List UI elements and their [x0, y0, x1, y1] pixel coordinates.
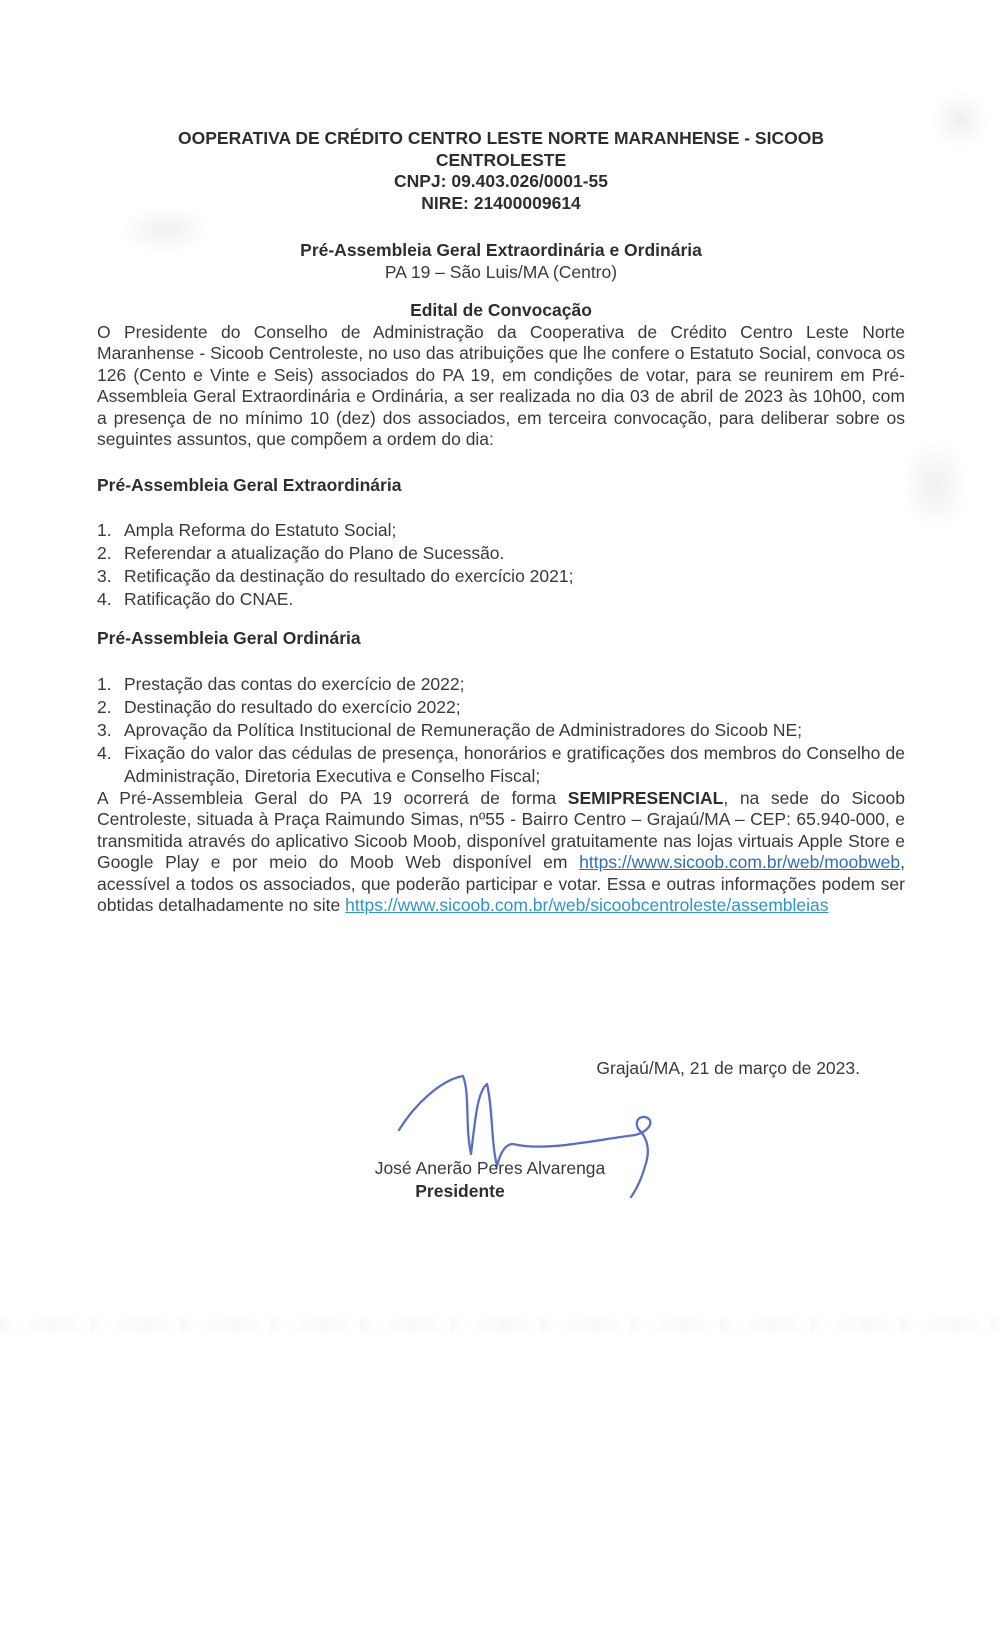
item-text: Prestação das contas do exercício de 2022; — [124, 673, 465, 694]
item-text: Ampla Reforma do Estatuto Social; — [124, 520, 397, 540]
item-number: 3. — [97, 566, 112, 586]
closing-paragraph — [97, 788, 905, 917]
org-name-line1: OOPERATIVA DE CRÉDITO CENTRO LESTE NORTE MARANHENSE - SICOOB — [178, 128, 824, 148]
section-heading-extraordinaria: Pré-Assembleia Geral Extraordinária — [97, 474, 402, 495]
org-cnpj: CNPJ: 09.403.026/0001-55 — [393, 171, 609, 191]
semipresencial-emphasis: SEMIPRESENCIAL — [567, 787, 724, 808]
closing-text-2: , na sede do Sicoob Centroleste, situada à Praça Raimundo Simas, nº55 - Bairro Centro – Grajaú/MA – CEP: 65.940-000, e transmitida através do aplicativo Sicoob Moob, disponível gratuitamente nas lojas virtuais Apple Store e Google Play e por meio do Moob Web disponível em — [97, 787, 905, 872]
org-header — [97, 128, 905, 214]
meeting-title: Pré-Assembleia Geral Extraordinária e Ordinária — [300, 240, 702, 260]
date-line: Grajaú/MA, 21 de março de 2023. — [596, 1058, 860, 1078]
list-item — [97, 719, 905, 742]
scan-noise — [900, 440, 970, 530]
org-name-line2: CENTROLESTE — [435, 149, 567, 170]
list-item — [97, 673, 905, 696]
item-number: 3. — [97, 719, 112, 740]
item-text: Aprovação da Política Institucional de Remuneração de Administradores do Sicoob NE; — [124, 719, 803, 740]
signatory-role: Presidente — [415, 1181, 505, 1201]
item-text: Destinação do resultado do exercício 2022; — [124, 696, 461, 717]
section-heading-ordinaria: Pré-Assembleia Geral Ordinária — [97, 628, 361, 648]
intro-paragraph: O Presidente do Conselho de Administração da Cooperativa de Crédito Centro Leste Norte Maranhense - Sicoob Centroleste, no uso das atribuições que lhe confere o Estatuto Social, convoca os 126 (Cento e Vinte e Seis) associados do PA 19, em condições de votar, para se reunirem em Pré-Assembleia Geral Extraordinária e Ordinária, a ser realizada no dia 03 de abril de 2023 às 10h00, com a presença de no mínimo 10 (dez) dos associados, em terceira convocação, para deliberar sobre os seguintes assuntos, que compõem a ordem do dia: — [97, 321, 905, 449]
list-item — [97, 542, 905, 565]
list-item — [97, 742, 905, 788]
closing-text-1: A Pré-Assembleia Geral do PA 19 ocorrerá de forma — [97, 787, 568, 808]
item-number: 2. — [97, 543, 112, 563]
item-text: Retificação da destinação do resultado do exercício 2021; — [124, 566, 574, 586]
scan-noise-strip — [0, 1318, 1000, 1332]
moobweb-link[interactable]: https://www.sicoob.com.br/web/moobweb — [579, 852, 901, 872]
closing-text-3: , acessível a todos os associados, que poderão participar e votar. Essa e outras informações podem ser obtidas detalhadamente no site — [97, 852, 905, 915]
list-item — [97, 565, 905, 588]
item-text: Referendar a atualização do Plano de Sucessão. — [124, 543, 505, 563]
org-nire: NIRE: 21400009614 — [421, 192, 581, 213]
signatory-name: José Anerão Peres Alvarenga — [374, 1158, 606, 1178]
item-text: Ratificação do CNAE. — [124, 589, 294, 609]
item-text: Fixação do valor das cédulas de presença, honorários e gratificações dos membros do Conselho de Administração, Diretoria Executiva e Conselho Fiscal; — [124, 742, 905, 786]
assembleias-link[interactable]: https://www.sicoob.com.br/web/sicoobcentroleste/assembleias — [345, 895, 829, 915]
agenda-list-ordinaria — [97, 673, 905, 788]
item-number: 1. — [97, 673, 112, 694]
item-number: 4. — [97, 742, 112, 763]
meeting-subtitle — [97, 240, 905, 283]
list-item — [97, 696, 905, 719]
scan-noise — [930, 90, 990, 150]
doc-title: Edital de Convocação — [410, 300, 592, 320]
agenda-list-extraordinaria — [97, 519, 905, 611]
list-item — [97, 588, 905, 611]
list-item — [97, 519, 905, 542]
item-number: 1. — [97, 520, 112, 540]
meeting-location: PA 19 – São Luis/MA (Centro) — [384, 261, 618, 282]
item-number: 2. — [97, 696, 112, 717]
item-number: 4. — [97, 589, 112, 609]
